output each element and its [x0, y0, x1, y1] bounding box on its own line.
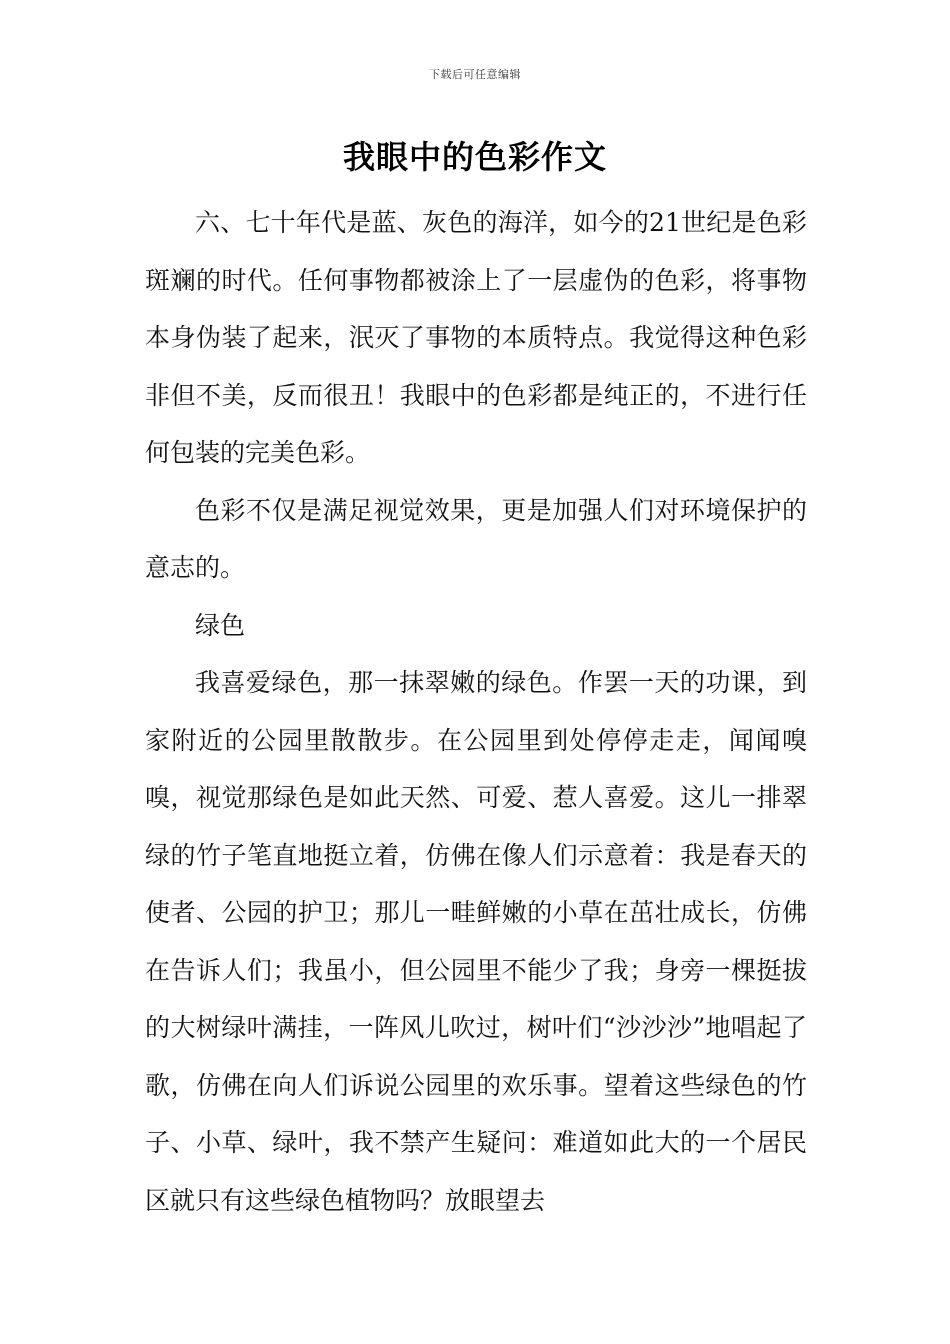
document-title: 我眼中的色彩作文 [342, 138, 607, 176]
paragraph: 我喜爱绿色，那一抹翠嫩的绿色。作罢一天的功课，到家附近的公园里散散步。在公园里到处停停走走，闻闻嗅嗅，视觉那绿色是如此天然、可爱、惹人喜爱。这儿一排翠绿的竹子笔直地挺立着，仿佛在像人们示意着：我是春天的使者、公园的护卫；那儿一畦鲜嫩的小草在茁壮成长，仿佛在告诉人们；我虽小，但公园里不能少了我；身旁一棵挺拔的大树绿叶满挂，一阵风儿吹过，树叶们“沙沙沙”地唱起了歌，仿佛在向人们诉说公园里的欢乐事。望着这些绿色的竹子、小草、绿叶，我不禁产生疑问：难道如此大的一个居民区就只有这些绿色植物吗？放眼望去 [145, 668, 807, 1215]
body-text [145, 194, 807, 1229]
paragraph: 六、七十年代是蓝、灰色的海洋，如今的21世纪是色彩斑斓的时代。任何事物都被涂上了一层虚伪的色彩，将事物本身伪装了起来，泯灭了事物的本质特点。我觉得这种色彩非但不美，反而很丑！我眼中的色彩都是纯正的，不进行任何包装的完美色彩。 [145, 208, 807, 467]
header-note: 下载后可任意编辑 [429, 68, 521, 81]
paragraph: 色彩不仅是满足视觉效果，更是加强人们对环境保护的意志的。 [145, 495, 807, 582]
section-heading: 绿色 [195, 610, 246, 640]
